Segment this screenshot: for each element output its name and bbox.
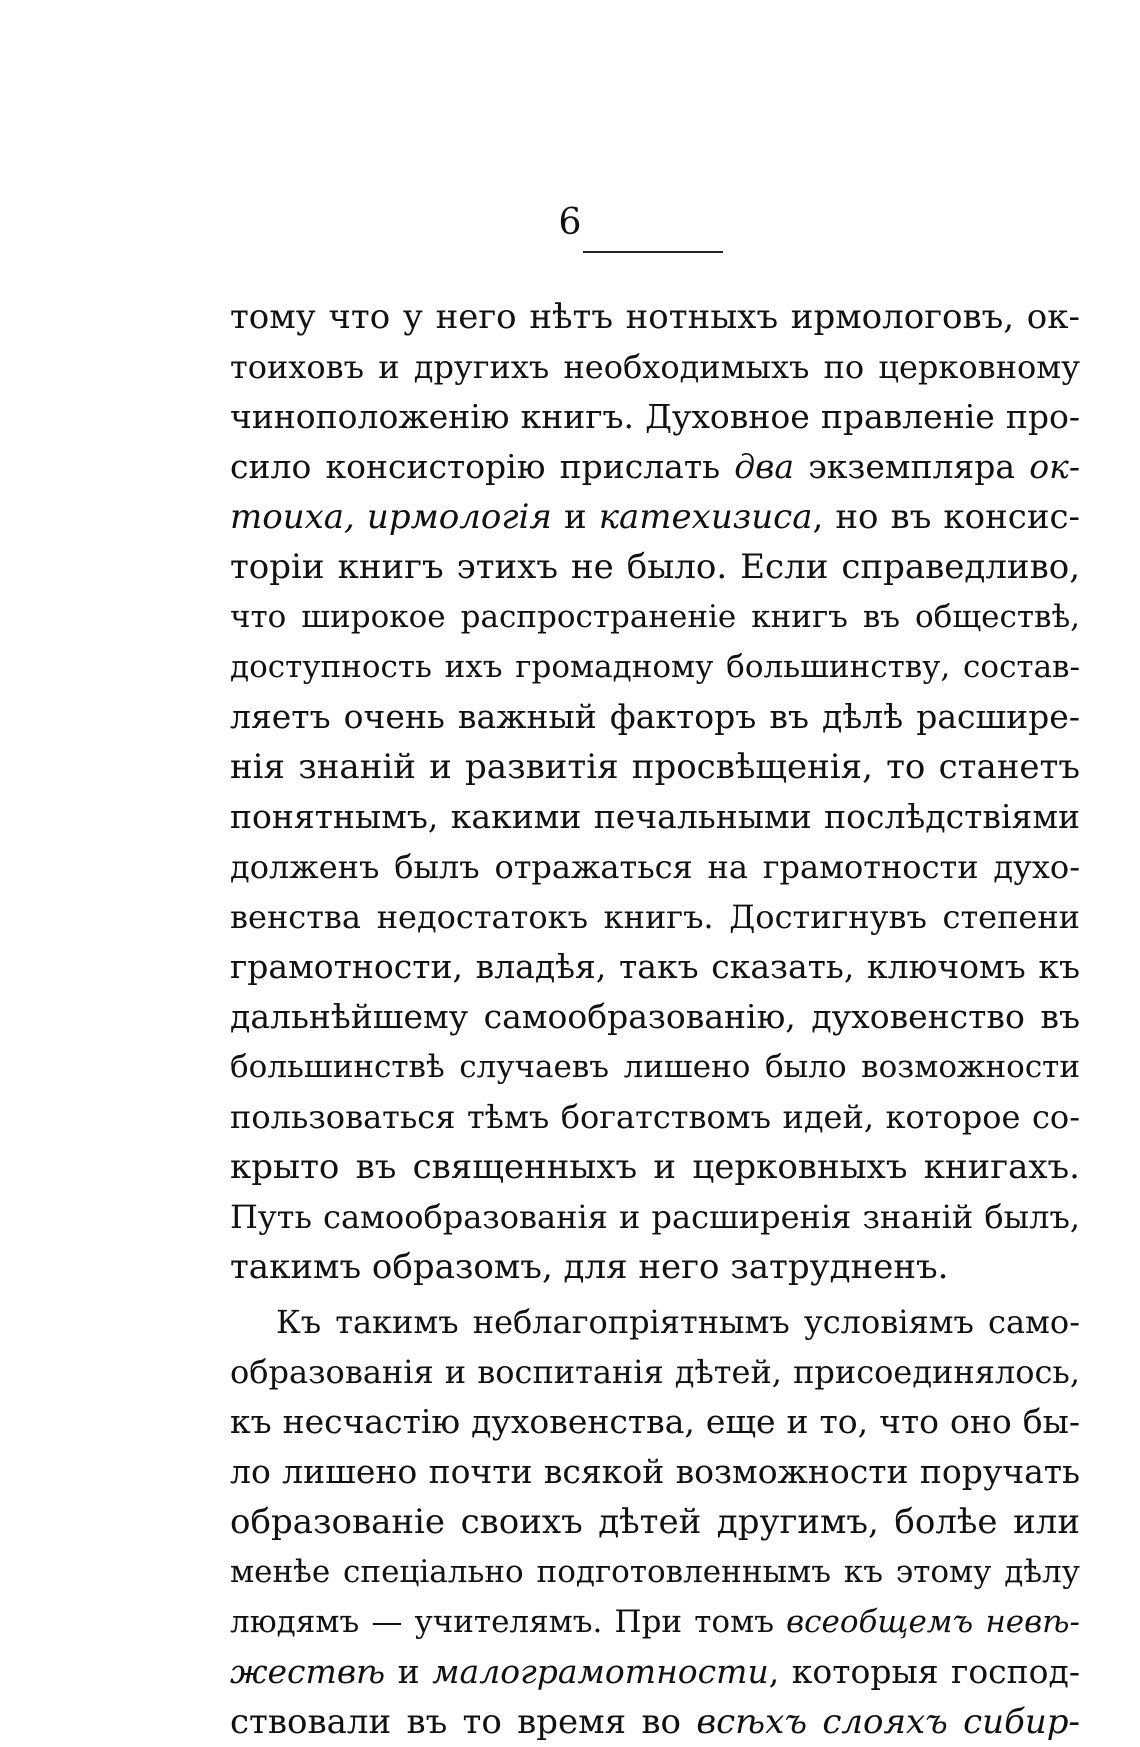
italic-segment: всеобщемъ невѣ- [786,1604,1080,1640]
text-segment: и [385,1652,433,1691]
text-segment: чиноположенію книгъ. Духовное правленіе про- [230,397,1080,436]
text-segment: , но въ консис- [812,497,1080,537]
text-segment: экземпляра [794,447,1030,486]
text-line [230,342,1080,392]
text-segment: крыто въ священныхъ и церковныхъ книгахъ. [230,1147,1080,1187]
text-segment: большинствѣ случаевъ лишено было возможности [230,1049,1080,1085]
text-segment: что широкое распространеніе книгъ въ обществѣ, [230,599,1080,635]
text-line [230,792,1080,842]
text-line [230,892,1080,942]
text-line [230,1547,1080,1597]
text-segment: доступность ихъ громадному большинству, состав- [230,649,1080,685]
text-line [230,1647,1080,1697]
text-segment: Къ такимъ неблагопріятнымъ условіямъ само- [276,1303,1080,1341]
text-segment: образованіе своихъ дѣтей другимъ, болѣе или [230,1502,1080,1542]
text-segment: нія знаній и развитія просвѣщенія, то станетъ [230,747,1080,787]
italic-segment: всѣхъ слояхъ сибир- [696,1702,1080,1742]
text-segment: къ несчастію духовенства, еще и то, что оно бы- [230,1402,1080,1441]
text-line [230,1697,1080,1747]
text-line [230,1242,1080,1292]
italic-segment: катехизиса [598,497,813,537]
text-segment: , которыя господ- [768,1652,1080,1691]
text-line [230,992,1080,1042]
text-line [230,1347,1080,1397]
text-segment: тому что у него нѣтъ нотныхъ ирмологовъ, ок- [230,297,1080,337]
text-line [230,1597,1080,1647]
text-line [230,842,1080,892]
text-line [230,692,1080,742]
text-line [230,292,1080,342]
text-segment: сило консисторію прислать [230,447,735,486]
text-line [230,392,1080,442]
italic-segment: тоиха, ирмологія [230,497,552,537]
page-number-rule [583,251,723,253]
text-line [230,1447,1080,1497]
text-line [230,1497,1080,1547]
text-segment: венства недостатокъ книгъ. Достигнувъ степени [230,898,1080,936]
text-line [230,1192,1080,1242]
text-segment: торіи книгъ этихъ не было. Если справедливо, [230,547,1080,587]
text-line [230,1142,1080,1192]
text-line [230,542,1080,592]
text-segment: дальнѣйшему самообразованію, духовенство въ [230,997,1080,1036]
text-segment: менѣе спеціально подготовленнымъ къ этому дѣлу [230,1554,1080,1590]
text-line [230,492,1080,542]
text-segment: ляетъ очень важный факторъ въ дѣлѣ расшире- [230,697,1080,736]
italic-segment: ок- [1029,447,1080,486]
text-segment: людямъ — учителямъ. При томъ [230,1604,787,1640]
text-segment: ло лишено почти всякой возможности поручать [230,1452,1080,1491]
text-segment: образованія и воспитанія дѣтей, присоединялось, [230,1353,1080,1391]
body-text [230,292,1080,1747]
italic-segment: малограмотности [432,1652,769,1691]
text-segment: долженъ былъ отражаться на грамотности духо- [230,848,1080,886]
text-line [230,642,1080,692]
italic-segment: жествѣ [230,1652,386,1691]
text-line [230,442,1080,492]
text-segment: такимъ образомъ, для него затрудненъ. [230,1247,949,1287]
italic-segment: два [734,447,795,486]
text-line [230,942,1080,992]
text-segment: пользоваться тѣмъ богатствомъ идей, которое со- [230,1098,1080,1136]
page-number: 6 [558,202,582,243]
text-line [230,742,1080,792]
text-line [230,592,1080,642]
text-segment: ствовали въ то время во [230,1702,697,1742]
text-line [230,1297,1080,1347]
text-line [230,1397,1080,1447]
paragraph [230,292,1080,1292]
text-segment: понятнымъ, какими печальными послѣдствіями [230,797,1080,836]
text-line [230,1092,1080,1142]
text-segment: тоиховъ и другихъ необходимыхъ по церковному [230,348,1080,386]
text-segment: Путь самообразованія и расширенія знаній былъ, [230,1198,1080,1236]
paragraph [230,1297,1080,1747]
text-segment: грамотности, владѣя, такъ сказать, ключомъ къ [230,947,1080,986]
text-line [230,1042,1080,1092]
text-segment: и [551,497,599,537]
